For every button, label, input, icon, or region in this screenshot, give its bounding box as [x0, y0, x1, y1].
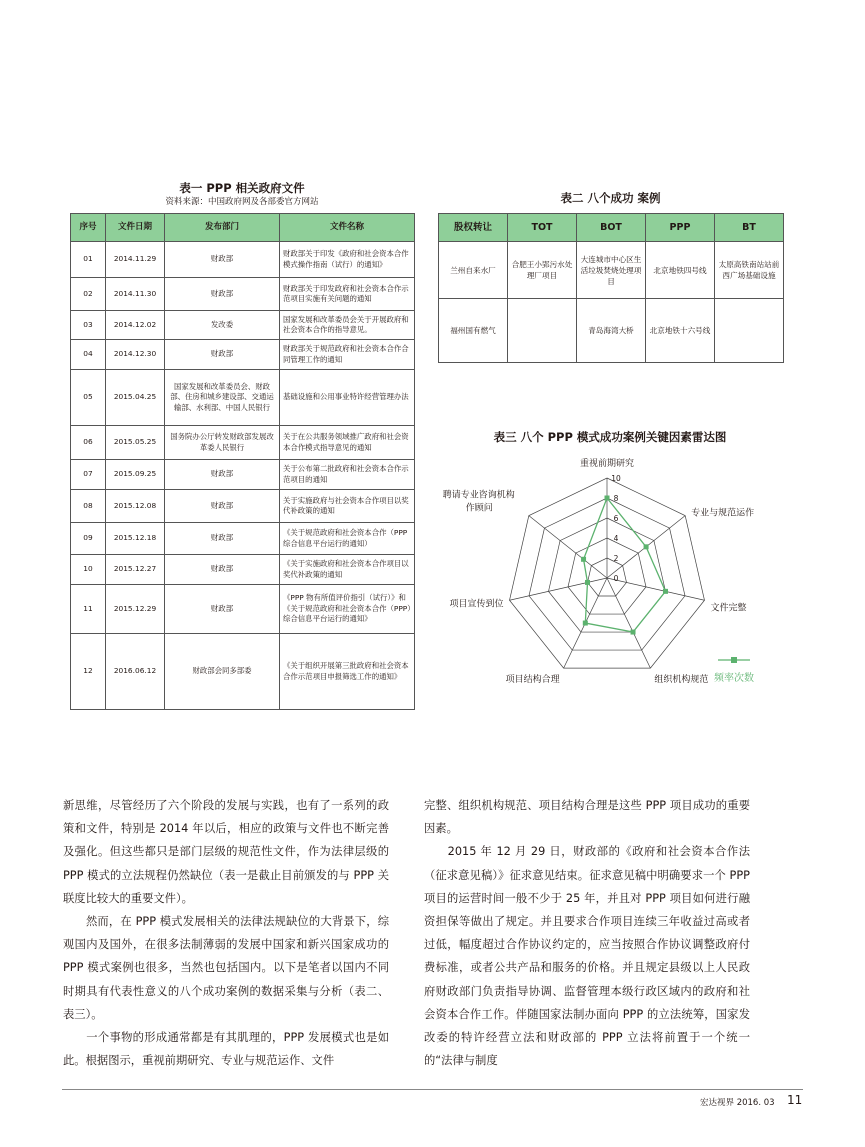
- table2-header: TOT: [508, 214, 577, 242]
- table-cell: 09: [71, 523, 106, 555]
- radar-spoke: [529, 516, 607, 578]
- page-number: 11: [787, 1093, 803, 1107]
- radar-spoke: [607, 578, 704, 600]
- table2-header: BT: [715, 214, 784, 242]
- radar-series-line: [584, 498, 666, 632]
- table-cell: 10: [71, 555, 106, 585]
- radar-axis-label: 聘请专业咨询机构作顾问: [442, 490, 515, 514]
- table-cell: 财政部: [165, 585, 280, 634]
- table2-header: PPP: [646, 214, 715, 242]
- body-column-right: [424, 794, 750, 1072]
- radar-data-point: [605, 496, 610, 501]
- table-cell: 关于在公共服务领域推广政府和社会资本合作模式指导意见的通知: [280, 426, 415, 460]
- table-row: [71, 311, 415, 340]
- table-cell: 大连城市中心区生活垃圾焚烧处理项目: [577, 242, 646, 299]
- table-cell: 青岛海湾大桥: [577, 299, 646, 363]
- chart-legend: [714, 657, 754, 684]
- table-cell: 财政部: [165, 278, 280, 311]
- table-cell: 财政部: [165, 490, 280, 523]
- table-cell: 11: [71, 585, 106, 634]
- table-cell: 财政部关于印发《政府和社会资本合作模式操作指南（试行）的通知》: [280, 242, 415, 278]
- paragraph: 2015 年 12 月 29 日，财政部的《政府和社会资本合作法（征求意见稿）》征求意见结束。征求意见稿中明确要求一个 PPP 项目的运营时间一般不少于 25 年，并且对 PPP 项目如何进行融资担保等做出了规定。并且要求合作项目连续三年收益过高或者过低，幅度超过合作协议约定的，应当按照合作协议调整政府付费标准，或者公共产品和服务的价格。并且规定县级以上人民政府财政部门负责指导协调、监督管理本级行政区域内的政府和社会资本合作工作。伴随国家法制办面向 PPP 的立法统筹，国家发改委的特许经营立法和财政部的 PPP 立法将前置于一个统一的“法律与制度: [424, 845, 750, 1068]
- table-cell: 07: [71, 460, 106, 490]
- table-cell: 关于实施政府与社会资本合作项目以奖代补政策的通知: [280, 490, 415, 523]
- table-cell: 财政部关于规范政府和社会资本合作合同管理工作的通知: [280, 340, 415, 370]
- table-row: [71, 555, 415, 585]
- table-cell: 发改委: [165, 311, 280, 340]
- table-row: [71, 278, 415, 311]
- table-cell: 关于公布第二批政府和社会资本合作示范项目的通知: [280, 460, 415, 490]
- radar-tick-label: 0: [613, 574, 619, 583]
- table-row: [71, 523, 415, 555]
- table-cell: 财政部会同多部委: [165, 634, 280, 710]
- table-cell: [715, 299, 784, 363]
- radar-tick-label: 6: [613, 514, 619, 523]
- table-cell: 2014.12.30: [106, 340, 165, 370]
- body-column-left: [63, 794, 389, 1072]
- radar-tick-label: 2: [613, 554, 619, 563]
- table2-title: 表二 八个成功 案例: [560, 191, 661, 205]
- table1-header: 文件日期: [106, 214, 165, 242]
- table-cell: 2015.12.29: [106, 585, 165, 634]
- radar-spoke: [510, 578, 607, 600]
- table1-header: 序号: [71, 214, 106, 242]
- table-cell: 2015.04.25: [106, 370, 165, 426]
- table-cell: 《关于规范政府和社会资本合作（PPP 综合信息平台运行的通知）: [280, 523, 415, 555]
- table-cell: 12: [71, 634, 106, 710]
- radar-axis-label: 文件完整: [710, 603, 747, 614]
- table-row: [71, 460, 415, 490]
- table1-title: 表一 PPP 相关政府文件: [179, 181, 305, 195]
- table-cell: 国务院办公厅转发财政部发展改革委人民银行: [165, 426, 280, 460]
- table-cell: [508, 299, 577, 363]
- table-cell: 财政部: [165, 460, 280, 490]
- radar-axis-label: 项目结构合理: [505, 675, 560, 686]
- table-cell: 国家发展和改革委员会、财政部、住房和城乡建设部、交通运输部、水利部、中国人民银行: [165, 370, 280, 426]
- radar-axis-label: 项目宣传到位: [449, 599, 504, 610]
- table1-header-row: [71, 214, 415, 242]
- paragraph: 一个事物的形成通常都是有其肌理的，PPP 发展模式也是如此。根据图示，重视前期研究、专业与规范运作、文件: [63, 1031, 389, 1068]
- table-row: [71, 426, 415, 460]
- table-cell: 2014.12.02: [106, 311, 165, 340]
- table-cell: 2015.12.08: [106, 490, 165, 523]
- table-cell: 2014.11.30: [106, 278, 165, 311]
- table-cell: 太原高铁南站站前西广场基础设施: [715, 242, 784, 299]
- table-cell: 《关于组织开展第三批政府和社会资本合作示范项目申报筛选工作的通知》: [280, 634, 415, 710]
- radar-tick-label: 8: [613, 494, 619, 503]
- table2-header-row: [439, 214, 784, 242]
- table-cell: 2015.05.25: [106, 426, 165, 460]
- table-cell: 北京地铁四号线: [646, 242, 715, 299]
- table-cell: 福州国有燃气: [439, 299, 508, 363]
- radar-data-point: [631, 630, 636, 635]
- table-cell: 《关于实施政府和社会资本合作项目以奖代补政策的通知: [280, 555, 415, 585]
- radar-axis-label: 重视前期研究: [579, 459, 635, 469]
- radar-spoke: [607, 578, 650, 668]
- legend-label: 频率次数: [714, 673, 754, 684]
- table2-header: 股权转让: [439, 214, 508, 242]
- table-cell: 财政部: [165, 523, 280, 555]
- table-cell: 基础设施和公用事业特许经营管理办法: [280, 370, 415, 426]
- table1-header: 文件名称: [280, 214, 415, 242]
- radar-grid: [510, 474, 705, 668]
- table-cell: 兰州自来水厂: [439, 242, 508, 299]
- table-row: [71, 634, 415, 710]
- table-cell: 2015.09.25: [106, 460, 165, 490]
- table2: [438, 213, 784, 363]
- table-cell: 财政部: [165, 555, 280, 585]
- radar-axis-label: 组织机构规范: [654, 675, 709, 686]
- table1-source: 资料来源：中国政府网及各部委官方网站: [165, 197, 319, 207]
- table-cell: 北京地铁十六号线: [646, 299, 715, 363]
- radar-chart: [420, 420, 800, 720]
- radar-tick-label: 10: [611, 474, 621, 483]
- table-cell: 05: [71, 370, 106, 426]
- chart-title: 表三 八个 PPP 模式成功案例关键因素雷达图: [493, 430, 727, 444]
- table-cell: 01: [71, 242, 106, 278]
- table-row: [71, 370, 415, 426]
- radar-axis-label: 专业与规范运作: [691, 508, 755, 519]
- radar-data-point: [583, 621, 588, 626]
- radar-data-point: [663, 589, 668, 594]
- table1-header: 发布部门: [165, 214, 280, 242]
- radar-tick-label: 4: [613, 534, 619, 543]
- table-cell: 2016.06.12: [106, 634, 165, 710]
- radar-data-point: [585, 580, 590, 585]
- paragraph: 新思维，尽管经历了六个阶段的发展与实践，也有了一系列的政策和文件，特别是 2014 年以后，相应的政策与文件也不断完善及强化。但这些都只是部门层级的规范性文件，作为法律层级的 PPP 模式的立法规程仍然缺位（表一是截止目前颁发的与 PPP 关联度比较大的重要文件）。: [63, 799, 389, 905]
- table-cell: 财政部关于印发政府和社会资本合作示范项目实施有关问题的通知: [280, 278, 415, 311]
- table-cell: 02: [71, 278, 106, 311]
- table-cell: 2014.11.29: [106, 242, 165, 278]
- table-cell: 04: [71, 340, 106, 370]
- paragraph: 然而，在 PPP 模式发展相关的法律法规缺位的大背景下，综观国内及国外，在很多法制薄弱的发展中国家和新兴国家成功的 PPP 模式案例也很多，当然也包括国内。以下是笔者以国内不同时期具有代表性意义的八个成功案例的数据采集与分析（表二、表三）。: [63, 915, 389, 1021]
- table-cell: 2015.12.27: [106, 555, 165, 585]
- table-cell: 国家发展和改革委员会关于开展政府和社会资本合作的指导意见。: [280, 311, 415, 340]
- table-row: [439, 299, 784, 363]
- table-cell: 03: [71, 311, 106, 340]
- table-row: [439, 242, 784, 299]
- table-cell: 2015.12.18: [106, 523, 165, 555]
- table-cell: 财政部: [165, 340, 280, 370]
- table1: [70, 213, 415, 710]
- table-cell: 08: [71, 490, 106, 523]
- footer-publication: 宏达视界 2016. 03: [700, 1098, 775, 1108]
- legend-marker: [731, 657, 737, 663]
- table2-header: BOT: [577, 214, 646, 242]
- footer-divider: [62, 1089, 803, 1090]
- radar-data-point: [644, 544, 649, 549]
- table-row: [71, 490, 415, 523]
- paragraph: 完整、组织机构规范、项目结构合理是这些 PPP 项目成功的重要因素。: [424, 799, 750, 836]
- table-row: [71, 242, 415, 278]
- table-cell: 合肥王小郢污水处理厂项目: [508, 242, 577, 299]
- table-cell: 《PPP 物有所值评价指引（试行）》和《关于规范政府和社会资本合作（PPP）综合信息平台运行的通知》: [280, 585, 415, 634]
- radar-data-point: [581, 557, 586, 562]
- table-cell: 财政部: [165, 242, 280, 278]
- table-cell: 06: [71, 426, 106, 460]
- table-row: [71, 585, 415, 634]
- table-row: [71, 340, 415, 370]
